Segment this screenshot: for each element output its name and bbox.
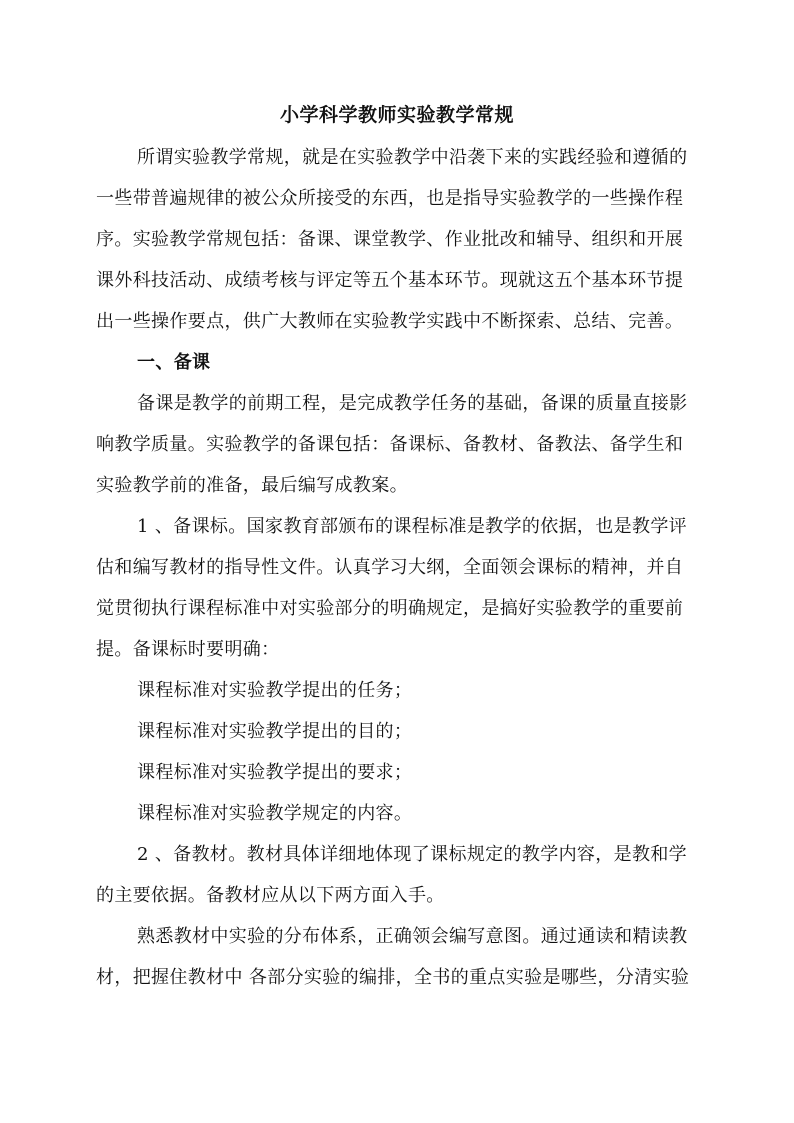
paragraph-line: 出一些操作要点，供广大教师在实验教学实践中不断探索、总结、完善。 — [96, 311, 684, 332]
paragraph-line: 觉贯彻执行课程标准中对实验部分的明确规定，是搞好实验教学的重要前 — [96, 598, 684, 619]
list-item: 课程标准对实验教学提出的要求； — [137, 762, 413, 783]
paragraph-line: 熟悉教材中实验的分布体系，正确领会编写意图。通过通读和精读教 — [137, 926, 688, 947]
paragraph-line: 备课是教学的前期工程，是完成教学任务的基础，备课的质量直接影 — [137, 393, 688, 414]
list-item: 课程标准对实验教学提出的目的； — [137, 721, 413, 742]
document-title: 小学科学教师实验教学常规 — [279, 104, 514, 126]
section-heading: 一、备课 — [137, 352, 211, 373]
paragraph-line: 的主要依据。备教材应从以下两方面入手。 — [96, 885, 445, 906]
paragraph-line: 材，把握住教材中 各部分实验的编排，全书的重点实验是哪些，分清实验 — [96, 967, 690, 988]
paragraph-line: 所谓实验教学常规，就是在实验教学中沿袭下来的实践经验和遵循的 — [137, 147, 688, 168]
paragraph-line: 2 、备教材。教材具体详细地体现了课标规定的教学内容，是教和学 — [137, 844, 688, 865]
paragraph-line: 响教学质量。实验教学的备课包括：备课标、备教材、备教法、备学生和 — [96, 434, 684, 455]
paragraph-line: 1 、备课标。国家教育部颁布的课程标准是教学的依据，也是教学评 — [137, 516, 688, 537]
paragraph-line: 序。实验教学常规包括：备课、课堂教学、作业批改和辅导、组织和开展 — [96, 229, 684, 250]
paragraph-line: 课外科技活动、成绩考核与评定等五个基本环节。现就这五个基本环节提 — [96, 270, 684, 291]
list-item: 课程标准对实验教学规定的内容。 — [137, 803, 413, 824]
paragraph-line: 估和编写教材的指导性文件。认真学习大纲，全面领会课标的精神，并自 — [96, 557, 684, 578]
paragraph-line: 一些带普遍规律的被公众所接受的东西，也是指导实验教学的一些操作程 — [96, 188, 684, 209]
list-item: 课程标准对实验教学提出的任务； — [137, 680, 413, 701]
paragraph-line: 提。备课标时要明确： — [96, 639, 280, 660]
paragraph-line: 实验教学前的准备，最后编写成教案。 — [96, 475, 408, 496]
